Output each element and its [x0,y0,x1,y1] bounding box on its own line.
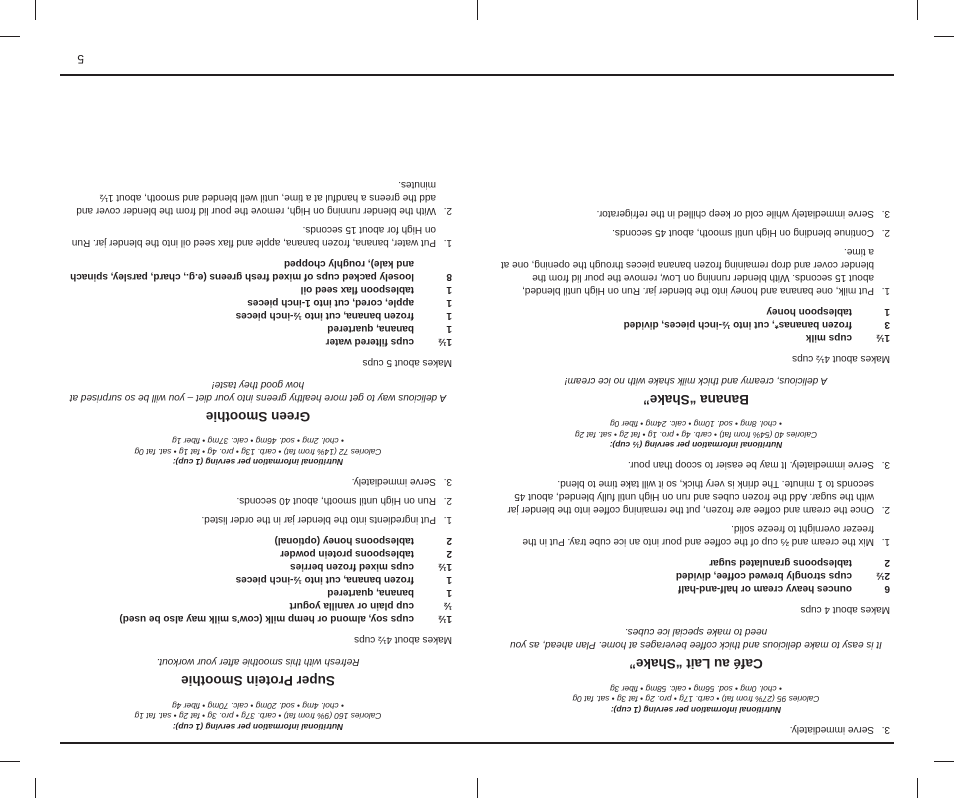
ingredient-row [60,613,456,626]
nutrition-line: Calories 40 (54% from fat) • carb. 4g • pro. 1g • fat 2g • sat. fat 2g [574,430,818,440]
step [60,476,456,489]
step [498,226,894,239]
nutrition-line: Calories 160 (9% from fat) • carb. 37g • pro. 3g • fat 2g • sat. fat 1g [134,711,382,722]
ingredient-row [498,557,894,570]
ingredient-text: frozen bananas*, cut into ½-inch pieces, divided [623,319,852,330]
ingredient-text: banana, quartered [327,323,414,334]
recipe-description: A delicious way to get more healthy greens into your diet – you will be so surprised at how good they taste! [69,379,447,403]
step-number: 2. [881,227,890,238]
step [498,478,894,517]
page-number: 5 [77,52,84,66]
ingredient-qty: 2 [446,535,452,547]
nutrition-heading: Nutritional information per serving (1 cup): [172,722,344,732]
recipe-description: It is easy to make delicious and thick coffee beverages at home. Plan ahead, as you need to make special ice cubes. [510,626,882,651]
step [60,495,456,508]
ingredient-row [498,570,894,583]
crop-mark [934,761,954,762]
ingredient-text: tablespoon honey [766,306,852,317]
nutrition-heading: Nutritional information per serving (1 cup): [610,705,782,715]
crop-mark [934,36,954,37]
ingredient-qty: 3 [884,319,890,330]
step-number: 3. [881,208,890,219]
nutrition-heading: Nutritional information per serving (1 cup): [172,457,344,468]
recipe-description: Refresh with this smoothie after your workout. [156,656,360,668]
recipe-cafe-au-lait [498,459,894,716]
ingredient-qty: 1 [446,323,452,334]
step-list [60,178,456,249]
step-list [498,459,894,549]
recipe-title: Café au Lait “Shake” [629,656,763,672]
ingredient-qty: 1½ [438,561,452,573]
step [60,223,456,249]
step-text: Continue blending on High until smooth, about 45 seconds. [612,227,874,238]
step-number: 1. [443,514,452,526]
recipe-super-protein-smoothie [60,476,456,733]
ingredient-list [498,557,894,596]
recipe-description: A delicious, creamy and thick milk shake with no ice cream! [564,375,828,386]
step-number: 3. [881,724,890,735]
ingredient-text: cups mixed frozen berries [290,561,414,573]
ingredient-text: ounces heavy cream or half-and-half [678,583,852,595]
ingredient-list [498,305,894,344]
recipe-title: Green Smoothie [205,409,311,424]
ingredient-text: cups strongly brewed coffee, divided [675,570,852,582]
ingredient-row [60,283,456,296]
ingredient-row [60,574,456,587]
crop-mark [35,0,36,20]
ingredient-qty: 8 [446,271,452,282]
nutrition-line: Calories 72 (14% from fat) • carb. 13g • pro. 4g • fat 1g • sat. fat 0g [134,447,382,457]
ingredient-row [498,583,894,596]
step [60,178,456,217]
ingredient-list [60,535,456,626]
recipe-banana-shake [498,207,894,451]
step-text: Once the cream and coffee are frozen, put the remaining coffee into the blender jar with the sugar. Add the frozen cubes and run on High until fully blended, about 45 seconds to 1 minute. The drink is very thick, so it will take time to blend. [507,478,874,516]
step-number: 3. [881,459,890,471]
ingredient-qty: ½ [443,600,452,612]
crop-mark [0,761,20,762]
right-column [60,172,456,736]
step [498,207,894,220]
ingredient-text: cups filtered water [325,336,414,347]
step-number: 1. [881,536,890,548]
recipe-yield: Makes about 4 cups [800,604,890,616]
ingredient-row [60,561,456,574]
crop-mark [917,778,918,798]
step-text: Put milk, one banana and honey into the blender jar. Run on High until blended, about 15 seconds. With blender running on Low, remove the pour lid from the blender cover and drop remaining frozen banana pieces through the opening, one at a time. [500,246,874,296]
step-text: Serve immediately. [351,476,436,488]
ingredient-qty: 2 [446,548,452,560]
ingredient-qty: 1 [884,306,890,317]
ingredient-text: banana, quartered [327,587,414,599]
recipe-title: Super Protein Smoothie [181,673,335,689]
ingredient-qty: 1½ [438,336,452,347]
nutrition-line: • chol. 4mg • sod. 20mg • calc. 70mg • fiber 4g [172,701,344,711]
ingredient-row [60,309,456,322]
ingredient-row [60,322,456,335]
recipe-yield: Makes about 5 cups [362,357,452,368]
crop-mark [0,36,20,37]
ingredient-row [60,335,456,348]
crop-mark [35,778,36,798]
ingredient-qty: 6 [884,583,890,595]
ingredient-row [60,257,456,283]
ingredient-text: cups soy, almond or hemp milk (cow’s milk may also be used) [119,613,414,625]
left-column [498,201,894,736]
step-text: Put water, banana, frozen banana, apple and flax seed oil into the blender jar. Run on High for about 15 seconds. [71,224,436,248]
ingredient-text: apple, cored, cut into 1-inch pieces [247,297,414,308]
step-list [498,207,894,297]
ingredient-text: frozen banana, cut into ½-inch pieces [235,574,414,586]
step-text: Mix the cream and ⅔ cup of the coffee and pour into an ice cube tray. Put in the freezer overnight to freeze solid. [522,523,874,548]
step-text: Serve immediately. [789,724,874,735]
nutrition-line: Calories 95 (27% from fat) • carb. 17g • pro. 2g • fat 3g • sat. fat 0g [572,694,820,705]
top-rule [60,742,894,744]
step [498,723,894,736]
recipe-yield: Makes about 4½ cups [354,634,452,646]
ingredient-row [498,305,894,318]
ingredient-qty: 1 [446,284,452,295]
ingredient-text: tablespoons protein powder [280,548,414,560]
crop-mark [477,0,478,20]
ingredient-row [60,548,456,561]
ingredient-row [60,535,456,548]
ingredient-text: tablespoons honey (optional) [274,535,414,547]
ingredient-qty: 1 [446,574,452,586]
ingredient-row [498,331,894,344]
ingredient-text: cups milk [805,332,852,343]
ingredient-text: cup plain or vanilla yogurt [289,600,414,612]
ingredient-text: loosely packed cups of mixed fresh greens (e.g., chard, parsley, spinach and kale), roughly chopped [70,258,414,282]
crop-mark [917,0,918,20]
crop-mark [477,778,478,798]
step-text: Serve immediately. It may be easier to scoop than pour. [627,459,874,471]
ingredient-text: tablespoon flax seed oil [300,284,414,295]
nutrition-heading: Nutritional information per serving (½ cup): [609,440,783,451]
ingredient-row [60,600,456,613]
ingredient-qty: 1 [446,587,452,599]
step-text: With the blender running on High, remove the pour lid from the blender cover and add the greens a handful at a time, until well blended and smooth, about 1½ minutes. [76,179,436,216]
step-number: 1. [881,285,890,296]
ingredient-qty: 2½ [876,570,890,582]
nutrition-line: • chol. 0mg • sod. 56mg • calc. 58mg • fiber 3g [610,684,782,694]
recipe-yield: Makes about 4½ cups [792,353,890,364]
step [498,459,894,472]
ingredient-text: frozen banana, cut into ½-inch pieces [235,310,414,321]
step-text: Put ingredients into the blender jar in the order listed. [201,514,436,526]
ingredient-qty: 1½ [438,613,452,625]
ingredient-qty: 2 [884,557,890,569]
step [60,514,456,527]
ingredient-row [498,318,894,331]
ingredient-qty: 1 [446,310,452,321]
nutrition-line: • chol. 8mg • sod. 10mg • calc. 24mg • fiber 0g [610,419,782,430]
step [498,245,894,297]
ingredient-row [60,296,456,309]
ingredient-text: tablespoons granulated sugar [709,557,852,569]
step [498,523,894,549]
ingredient-qty: 1 [446,297,452,308]
step-number: 2. [443,495,452,507]
bottom-rule [60,74,894,76]
step-number: 3. [443,476,452,488]
recipe-green-smoothie [60,178,456,468]
step-number: 2. [443,205,452,216]
step-text: Serve immediately while cold or keep chilled in the refrigerator. [596,208,874,219]
nutrition-line: • chol. 2mg • sod. 46mg • calc. 37mg • fiber 1g [172,436,344,447]
ingredient-row [60,587,456,600]
recipe-title: Banana “Shake” [643,392,749,407]
ingredient-qty: 1½ [876,332,890,343]
step-number: 2. [881,504,890,516]
step-text: Run on High until smooth, about 40 seconds. [236,495,436,507]
ingredient-list [60,257,456,348]
step-list [60,476,456,527]
step-number: 1. [443,237,452,248]
